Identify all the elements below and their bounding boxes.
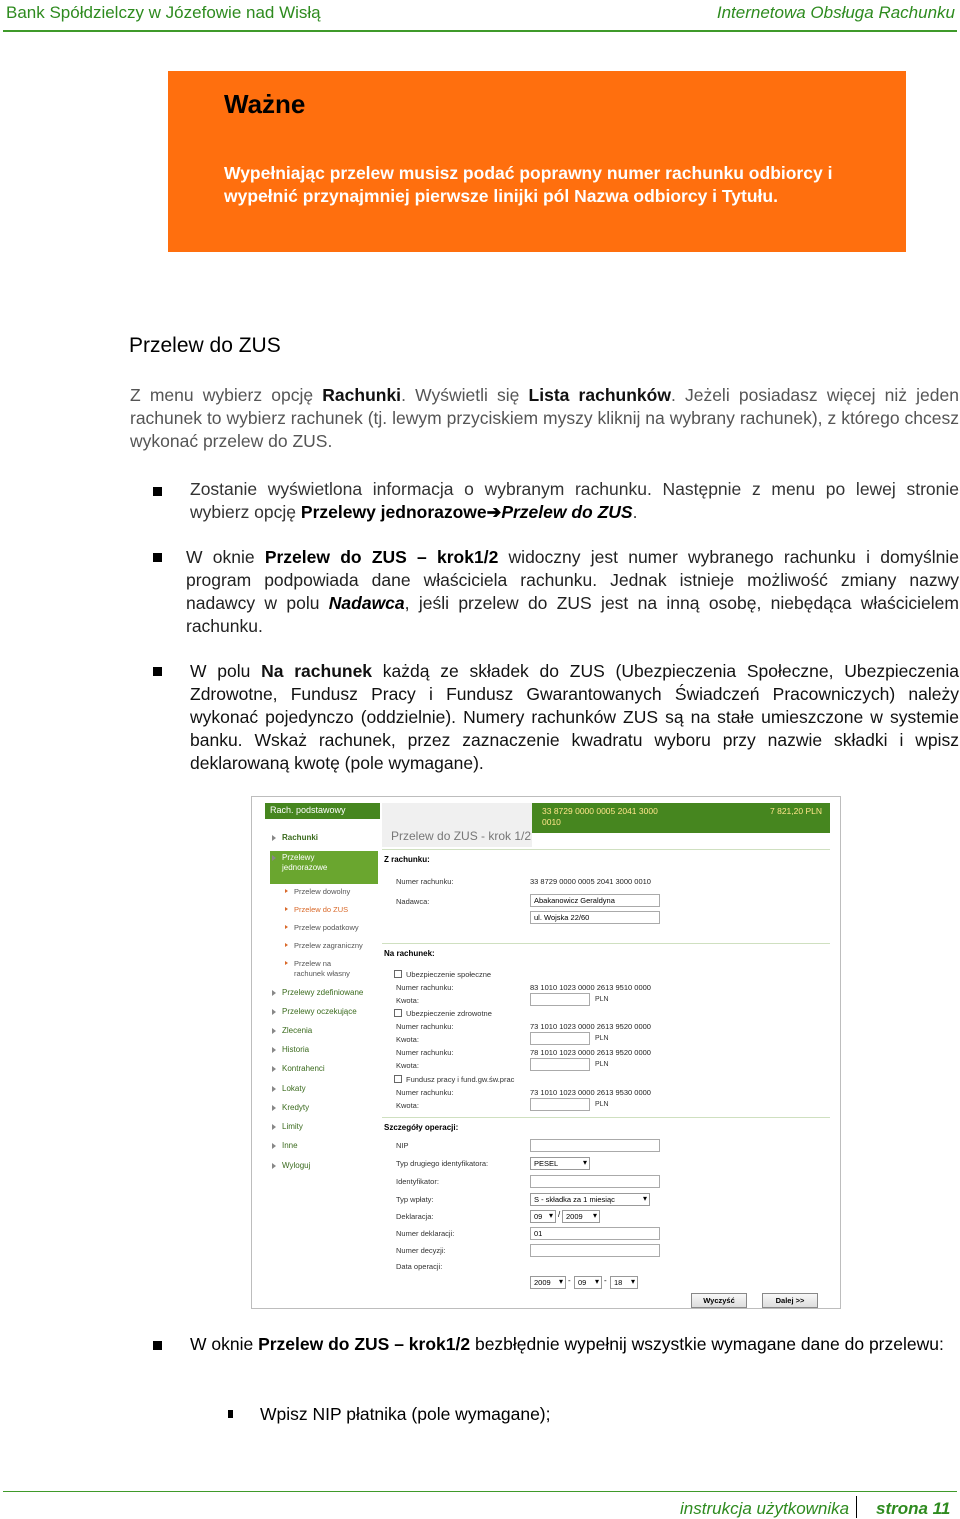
app-screenshot (251, 796, 841, 1309)
currency-label: PLN (595, 1035, 609, 1042)
sub-bullet-text: Wpisz NIP płatnika (pole wymagane); (260, 1404, 551, 1424)
sender-label: Nadawca: (396, 897, 430, 906)
date-separator: - (604, 1276, 607, 1285)
menu-przelew-zagraniczny[interactable]: Przelew zagraniczny (294, 941, 363, 950)
text-run: Zostanie wyświetlona informacja o wybranym rachunku. Następnie z menu po lewej stronie wybierz opcję (190, 479, 959, 522)
bullet-paragraph-3 (190, 660, 959, 775)
menu-lokaty[interactable]: Lokaty (282, 1084, 306, 1093)
section-title: Przelew do ZUS (129, 334, 281, 357)
zus-nr-value: 73 1010 1023 0000 2613 9520 0000 (530, 1022, 651, 1031)
date-day-select[interactable]: 18 ▾ (610, 1276, 638, 1289)
nip-label: NIP (396, 1141, 409, 1150)
next-button[interactable]: Dalej >> (762, 1293, 818, 1308)
bullet-icon (153, 667, 162, 676)
account-balance: 7 821,20 PLN (770, 806, 822, 816)
sub-bullet-icon (228, 1410, 233, 1418)
details-label: Szczegóły operacji: (384, 1123, 459, 1132)
declaration-year-select[interactable]: 2009 ▾ (562, 1210, 600, 1223)
footer-separator (856, 1496, 857, 1518)
from-account-label: Z rachunku: (384, 855, 430, 864)
text-run-bold: Przelew do ZUS (501, 502, 633, 522)
top-bar (382, 803, 830, 847)
currency-label: PLN (595, 996, 609, 1003)
divider (382, 1117, 830, 1118)
zus-amount-label: Kwota: (396, 996, 419, 1005)
menu-kredyty[interactable]: Kredyty (282, 1103, 310, 1112)
bullet-icon (153, 553, 162, 562)
zus-amount-label: Kwota: (396, 1035, 419, 1044)
bullet-paragraph-4 (190, 1333, 959, 1356)
text-run: każdą ze składek do ZUS (Ubezpieczenia Społeczne, Ubezpieczenia Zdrowotne, Fundusz Pracy i Fundusz Gwarantowanych Świadczeń Pracowniczych) należy wykonać pojedynczo (oddzielnie). Numery rachunków ZUS są na stałe umieszczone w systemie banku. Wskaż rachunek, przez zaznaczenie kwadratu wyboru przy nazwie składki i wpisz deklarowaną kwotę (pole wymagane). (190, 661, 960, 773)
zus-nr-value: 73 1010 1023 0000 2613 9530 0000 (530, 1088, 651, 1097)
decision-number-input[interactable] (530, 1244, 660, 1257)
menu-przelew-wlasny[interactable]: Przelew na rachunek własny (294, 959, 364, 979)
text-run: . Jeżeli posiadasz więcej niż jeden rachunek to wybierz rachunek (tj. lewym przyciskiem myszy kliknij na wybrany rachunek), z którego chcesz wykonać przelew do ZUS. (130, 385, 959, 451)
zus-item-label: Fundusz pracy i fund.gw.św.prac (406, 1075, 515, 1084)
account-number-label: Numer rachunku: (396, 877, 454, 886)
identifier-label: Identyfikator: (396, 1177, 439, 1186)
footer-manual: instrukcja użytkownika (680, 1499, 850, 1518)
declaration-month-select[interactable]: 09 ▾ (530, 1210, 556, 1223)
currency-label: PLN (595, 1061, 609, 1068)
header-title: Internetowa Obsługa Rachunku (716, 3, 955, 22)
menu-przelewy-jednorazowe[interactable]: Przelewy jednorazowe (282, 853, 342, 873)
step-title: Przelew do ZUS - krok 1/2 (391, 829, 532, 843)
text-run-bold: Na rachunek (261, 661, 373, 681)
date-separator: - (568, 1276, 571, 1285)
menu-historia[interactable]: Historia (282, 1045, 310, 1054)
zus-nr-value: 83 1010 1023 0000 2613 9510 0000 (530, 983, 651, 992)
text-run-bold: Przelew do ZUS – krok1/2 (258, 1334, 471, 1354)
text-run: bezbłędnie wypełnij wszystkie wymagane dane do przelewu: (470, 1334, 944, 1354)
menu-limity[interactable]: Limity (282, 1122, 303, 1131)
id-type-select[interactable]: PESEL ▾ (530, 1157, 590, 1170)
text-run: , jeśli przelew do ZUS jest na inną osobę, niebędąca właścicielem rachunku. (186, 593, 959, 636)
important-title: Ważne (224, 89, 306, 119)
text-run: W polu (190, 661, 262, 681)
date-year-select[interactable]: 2009 ▾ (530, 1276, 566, 1289)
decision-number-label: Numer decyzji: (396, 1246, 446, 1255)
identifier-input[interactable] (530, 1175, 660, 1188)
declaration-label: Deklaracja: (396, 1212, 434, 1221)
zus-nr-label: Numer rachunku: (396, 1088, 454, 1097)
bullet-icon (153, 487, 162, 496)
menu-inne[interactable]: Inne (282, 1141, 298, 1150)
page-number: strona 11 (876, 1499, 951, 1518)
sender-name-input[interactable]: Abakanowicz Geraldyna (530, 894, 660, 907)
arrow-icon: ➔ (486, 502, 502, 522)
zus-nr-label: Numer rachunku: (396, 1048, 454, 1057)
zus-amount-label: Kwota: (396, 1101, 419, 1110)
menu-przelew-dowolny[interactable]: Przelew dowolny (294, 887, 351, 896)
menu-rachunki[interactable]: Rachunki (282, 833, 319, 842)
clear-button[interactable]: Wyczyść (691, 1293, 747, 1308)
text-run: W oknie (186, 547, 265, 567)
text-run-bold: Przelew do ZUS – krok1/2 (264, 547, 499, 567)
account-number: 33 8729 0000 0005 2041 3000 0010 (542, 806, 658, 827)
zus-amount-input[interactable] (530, 1058, 590, 1071)
text-run: . (632, 502, 638, 522)
id-type-label: Typ drugiego identyfikatora: (396, 1159, 489, 1168)
zus-amount-input[interactable] (530, 1098, 590, 1111)
divider (382, 849, 830, 850)
menu-zlecenia[interactable]: Zlecenia (282, 1026, 313, 1035)
sender-address-input[interactable]: ul. Wojska 22/60 (530, 911, 660, 924)
menu-przelewy-zdefiniowane[interactable]: Przelewy zdefiniowane (282, 988, 364, 997)
bullet-icon (153, 1341, 162, 1350)
bank-name: Bank Spółdzielczy w Józefowie nad Wisłą (6, 3, 321, 22)
text-run: . Wyświetli się (401, 385, 529, 405)
menu-przelewy-oczekujace[interactable]: Przelewy oczekujące (282, 1007, 357, 1016)
text-run-bold: Rachunki (322, 385, 402, 405)
payment-type-label: Typ wpłaty: (396, 1195, 434, 1204)
declaration-number-input[interactable]: 01 (530, 1227, 660, 1240)
menu-przelew-zus[interactable]: Przelew do ZUS (294, 905, 349, 914)
sidebar-header: Rach. podstawowy (265, 803, 380, 819)
payment-type-select[interactable]: S - składka za 1 miesiąc ▾ (530, 1193, 650, 1206)
zus-amount-label: Kwota: (396, 1061, 419, 1070)
currency-label: PLN (595, 1101, 609, 1108)
text-run-bold: Lista rachunków (528, 385, 671, 405)
menu-przelew-podatkowy[interactable]: Przelew podatkowy (294, 923, 359, 932)
text-run-bold: Nadawca (328, 593, 405, 613)
intro-paragraph (130, 384, 959, 453)
menu-kontrahenci[interactable]: Kontrahenci (282, 1064, 325, 1073)
declaration-number-label: Numer deklaracji: (396, 1229, 455, 1238)
divider (382, 943, 830, 944)
account-number-value: 33 8729 0000 0005 2041 3000 0010 (530, 877, 651, 886)
zus-nr-value: 78 1010 1023 0000 2613 9520 0000 (530, 1048, 651, 1057)
zus-item-label: Ubezpieczenie społeczne (406, 970, 492, 979)
checkbox-fundusz-pracy[interactable] (394, 1075, 402, 1083)
header-rule (3, 30, 957, 32)
zus-amount-input[interactable] (530, 993, 590, 1006)
checkbox-ubezp-zdrowotne[interactable] (394, 1009, 402, 1017)
text-run: widoczny jest numer wybranego rachunku i domyślnie program podpowiada dane właściciela rachunku. Jednak istnieje możliwość zmiany nazwy nadawcy w polu (186, 547, 959, 613)
important-text: Wypełniając przelew musisz podać poprawny numer rachunku odbiorcy i wypełnić przynajmniej pierwsze linijki pól Nazwa odbiorcy i Tytułu. (224, 163, 833, 206)
footer-rule (3, 1491, 957, 1492)
checkbox-ubezp-spoleczne[interactable] (394, 970, 402, 978)
zus-amount-input[interactable] (530, 1032, 590, 1045)
bullet-paragraph-2 (186, 546, 959, 638)
to-account-label: Na rachunek: (384, 949, 435, 958)
zus-nr-label: Numer rachunku: (396, 983, 454, 992)
zus-nr-label: Numer rachunku: (396, 1022, 454, 1031)
operation-date-label: Data operacji: (396, 1262, 443, 1271)
date-separator: / (558, 1210, 561, 1219)
sidebar (265, 803, 380, 1283)
nip-input[interactable] (530, 1139, 660, 1152)
text-run: W oknie (190, 1334, 259, 1354)
text-run-bold: Przelewy jednorazowe (300, 502, 487, 522)
zus-item-label: Ubezpieczenie zdrowotne (406, 1009, 492, 1018)
menu-wyloguj[interactable]: Wyloguj (282, 1161, 311, 1170)
important-box (168, 71, 906, 252)
text-run: Z menu wybierz opcję (130, 385, 323, 405)
bullet-paragraph-1 (190, 478, 959, 524)
date-month-select[interactable]: 09 ▾ (574, 1276, 602, 1289)
